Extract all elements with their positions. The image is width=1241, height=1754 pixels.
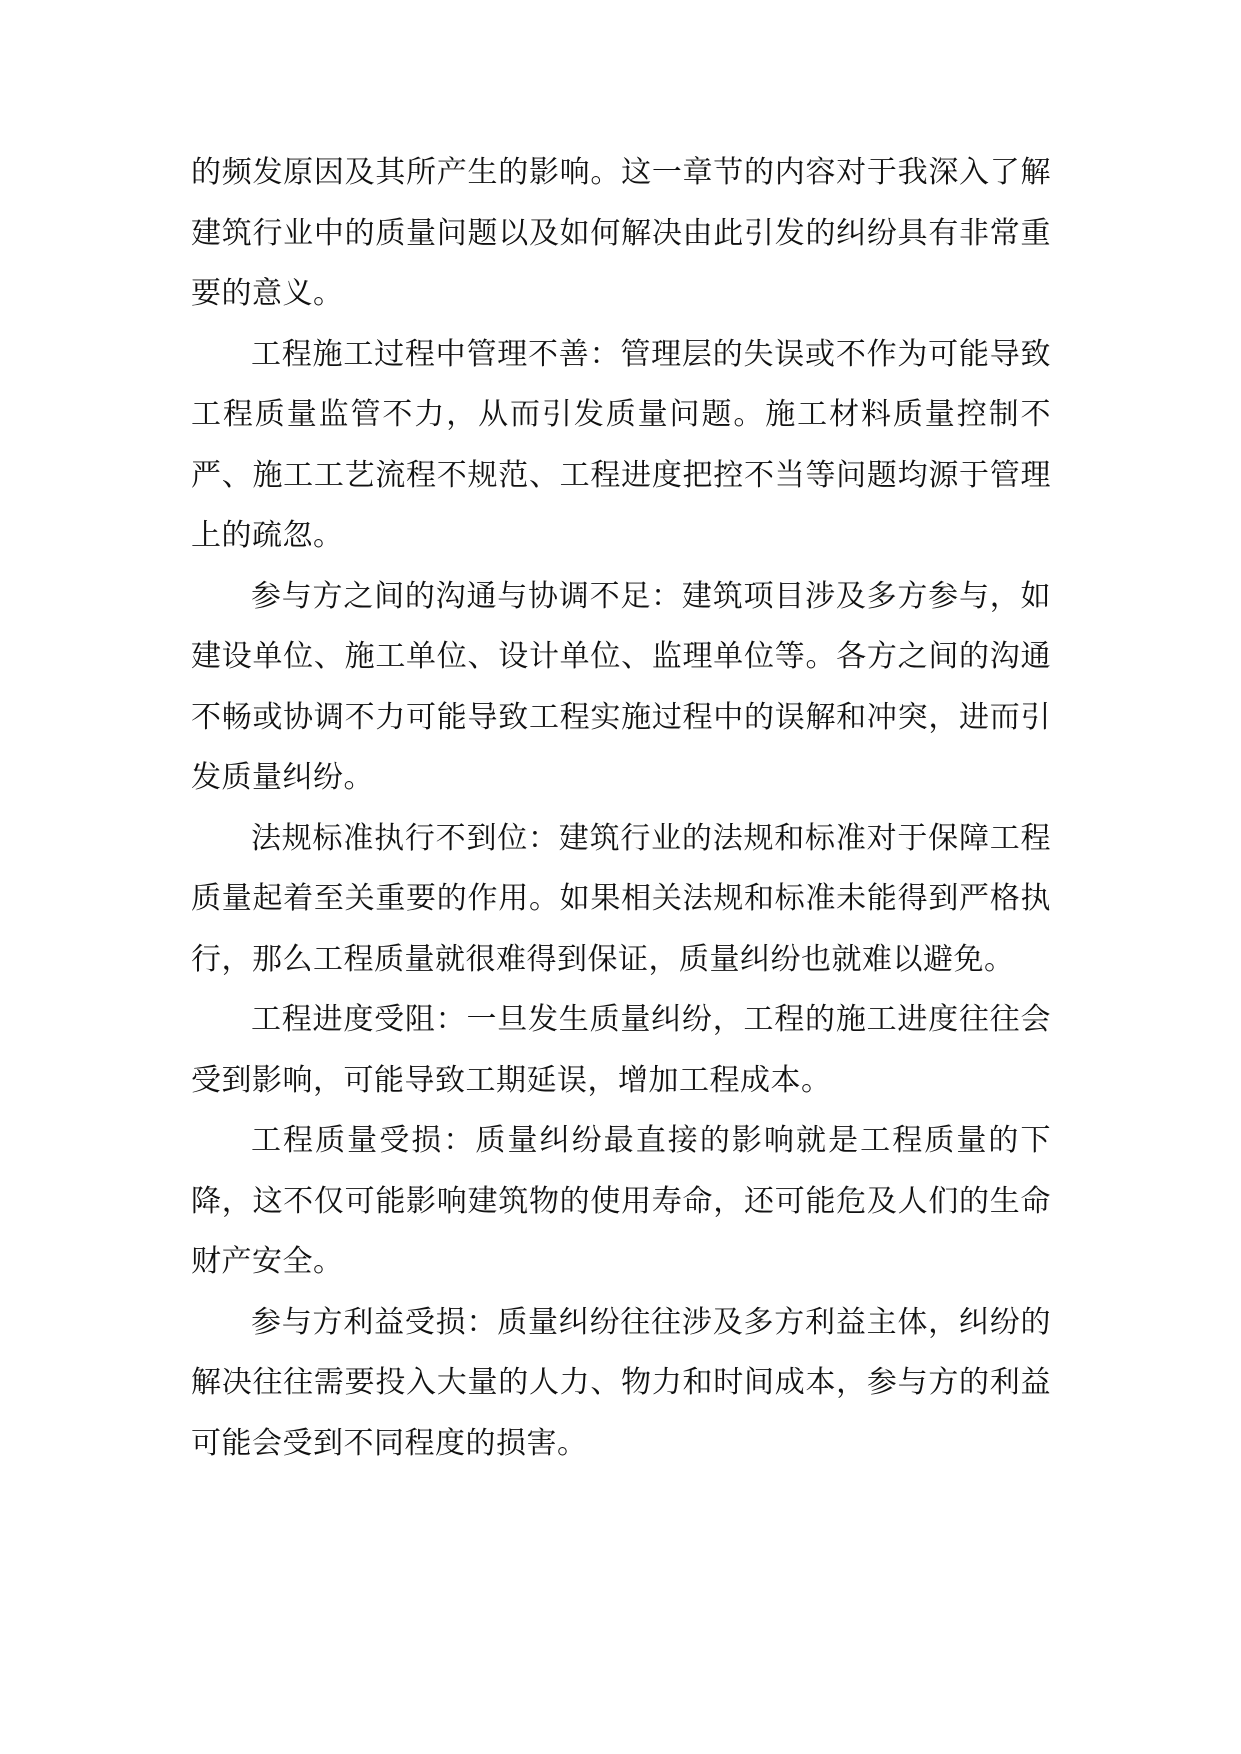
paragraph-schedule: 工程进度受阻：一旦发生质量纠纷，工程的施工进度往往会受到影响，可能导致工期延误，增加工程成本。 [191,1002,1051,1098]
paragraph-interests: 参与方利益受损：质量纠纷往往涉及多方利益主体，纠纷的解决往往需要投入大量的人力、物力和时间成本，参与方的利益可能会受到不同程度的损害。 [191,1304,1051,1461]
body-text [191,143,1051,1474]
paragraph-management: 工程施工过程中管理不善：管理层的失误或不作为可能导致工程质量监管不力，从而引发质量问题。施工材料质量控制不严、施工工艺流程不规范、工程进度把控不当等问题均源于管理上的疏忽。 [191,336,1051,553]
paragraph-communication: 参与方之间的沟通与协调不足：建筑项目涉及多方参与，如建设单位、施工单位、设计单位、监理单位等。各方之间的沟通不畅或协调不力可能导致工程实施过程中的误解和冲突，进而引发质量纠纷。 [191,578,1051,795]
paragraph-regulations: 法规标准执行不到位：建筑行业的法规和标准对于保障工程质量起着至关重要的作用。如果相关法规和标准未能得到严格执行，那么工程质量就很难得到保证，质量纠纷也就难以避免。 [191,820,1051,977]
paragraph-quality: 工程质量受损：质量纠纷最直接的影响就是工程质量的下降，这不仅可能影响建筑物的使用寿命，还可能危及人们的生命财产安全。 [191,1123,1051,1279]
paragraph-continuation: 的频发原因及其所产生的影响。这一章节的内容对于我深入了解建筑行业中的质量问题以及如何解决由此引发的纠纷具有非常重要的意义。 [191,155,1051,311]
